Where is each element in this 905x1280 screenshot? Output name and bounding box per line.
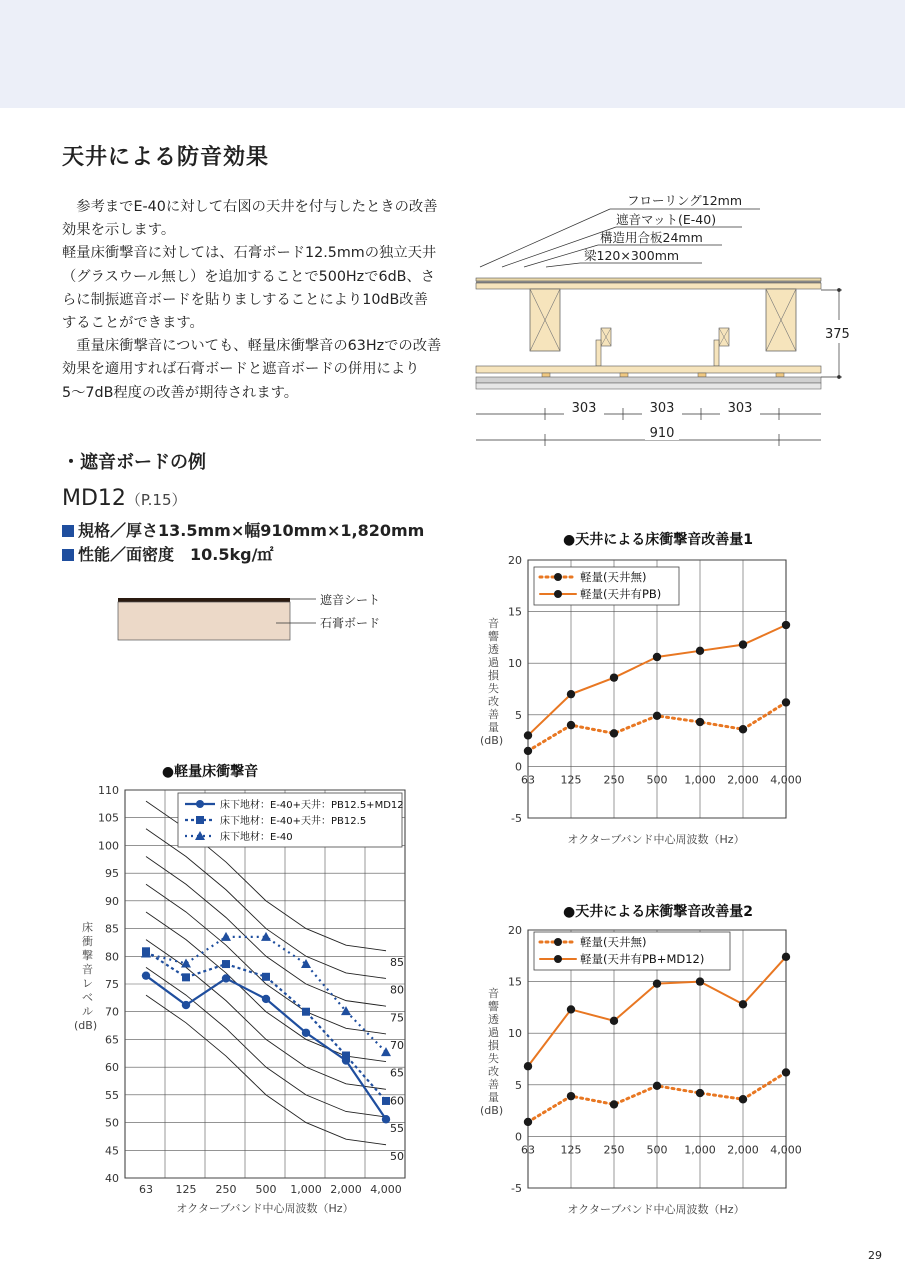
x-tick-label: 125	[560, 1143, 582, 1157]
y-axis-label: 音響透過損失改善量(dB)	[480, 987, 504, 1117]
data-point	[182, 1001, 190, 1009]
plywood-layer	[476, 283, 821, 289]
data-point	[739, 1095, 747, 1103]
chart-title: ●軽量床衝撃音	[161, 764, 259, 780]
spec-performance	[62, 542, 273, 565]
data-point	[739, 640, 747, 648]
x-tick-label: 1,000	[684, 1143, 716, 1157]
x-tick-label: 250	[603, 1143, 625, 1157]
y-tick-label: 5	[515, 1078, 522, 1092]
page-title: 天井による防音効果	[62, 145, 270, 170]
y-tick-label: 10	[508, 1027, 522, 1041]
x-tick-label: 125	[175, 1183, 197, 1196]
sound-board-layer	[476, 383, 821, 389]
legend-label: 軽量(天井有PB+MD12)	[580, 952, 705, 966]
legend-label: 軽量(天井無)	[580, 570, 647, 584]
y-tick-label: 0	[515, 1130, 522, 1144]
ceiling-joist-layer	[476, 366, 821, 373]
data-point	[782, 621, 790, 629]
y-tick-label: 80	[105, 950, 119, 964]
data-point	[782, 1068, 790, 1076]
y-tick-label: 10	[508, 657, 522, 671]
y-tick-label: 60	[105, 1061, 119, 1075]
reference-curve-label: 60	[390, 1094, 404, 1108]
chart-light-impact-sound	[60, 755, 420, 1225]
x-tick-label: 4,000	[770, 1143, 802, 1157]
board-cross-section	[110, 590, 410, 650]
data-point	[222, 960, 230, 968]
data-point	[182, 973, 190, 981]
beam-left	[530, 289, 560, 351]
ceiling-structure-diagram	[470, 195, 860, 450]
legend-marker	[554, 590, 562, 598]
data-point	[567, 1005, 575, 1013]
data-point	[382, 1115, 390, 1123]
legend-label: 床下地材：E-40	[220, 832, 293, 843]
data-point	[782, 698, 790, 706]
x-tick-label: 500	[646, 773, 668, 787]
span-2: 303	[649, 401, 675, 416]
reference-curve-label: 75	[390, 1011, 404, 1025]
structure-label-flooring: フローリング12mm	[627, 195, 743, 208]
y-tick-label: 90	[105, 894, 119, 908]
legend-marker	[554, 573, 562, 581]
structure-label-plywood: 構造用合板24mm	[600, 230, 703, 245]
chart-improvement-1	[478, 525, 808, 855]
chart-title: ●天井による床衝撃音改善量1	[563, 532, 753, 548]
data-point	[524, 1062, 532, 1070]
y-tick-label: 75	[105, 978, 119, 991]
data-point	[302, 1008, 310, 1016]
spec-size-text: 規格／厚さ13.5mm×幅910mm×1,820mm	[78, 521, 425, 540]
product-name	[62, 486, 187, 511]
x-tick-label: 4,000	[770, 773, 802, 787]
series-line	[146, 937, 386, 1052]
y-tick-label: 20	[508, 554, 522, 567]
data-point	[696, 977, 704, 985]
chart-legend	[534, 567, 679, 605]
span-1: 303	[571, 401, 597, 416]
y-tick-label: 105	[98, 811, 119, 825]
chart-improvement-2	[478, 895, 808, 1225]
layer-label-sheet: 遮音シート	[320, 593, 381, 607]
data-point	[739, 1000, 747, 1008]
chart-legend	[534, 932, 730, 970]
y-tick-label: 95	[105, 867, 119, 881]
chart-title: ●天井による床衝撃音改善量2	[563, 904, 753, 920]
legend-marker	[196, 816, 204, 824]
x-tick-label: 63	[521, 773, 535, 787]
data-point	[262, 995, 270, 1003]
x-tick-label: 1,000	[684, 773, 716, 787]
product-code: MD12	[62, 486, 126, 511]
spec-size	[62, 518, 424, 541]
bullet-square	[62, 525, 74, 537]
y-axis-label: 床衝撃音レベル(dB)	[74, 921, 98, 1032]
reference-curve-label: 50	[390, 1149, 404, 1163]
x-tick-label: 63	[521, 1143, 535, 1157]
reference-curve-label: 80	[390, 983, 404, 997]
beam-right	[766, 289, 796, 351]
x-tick-label: 250	[215, 1183, 237, 1196]
data-point	[301, 959, 311, 968]
span-3: 303	[727, 401, 753, 416]
data-point	[739, 725, 747, 733]
legend-marker	[554, 955, 562, 963]
y-axis-label: 音響透過損失改善量(dB)	[480, 617, 504, 747]
legend-label: 軽量(天井有PB)	[580, 587, 662, 601]
x-tick-label: 63	[139, 1183, 153, 1196]
y-tick-label: 110	[98, 784, 119, 797]
data-point	[567, 721, 575, 729]
legend-marker	[196, 800, 204, 808]
data-point	[524, 731, 532, 739]
legend-label: 床下地材：E-40+天井：PB12.5	[220, 816, 367, 827]
y-tick-label: -5	[511, 812, 522, 825]
y-tick-label: 15	[508, 975, 522, 989]
data-point	[653, 712, 661, 720]
intro-paragraph	[62, 196, 442, 405]
data-point	[262, 973, 270, 981]
data-point	[653, 979, 661, 987]
x-tick-label: 1,000	[290, 1183, 322, 1196]
data-point	[221, 932, 231, 941]
data-point	[567, 690, 575, 698]
legend-label: 軽量(天井無)	[580, 935, 647, 949]
section-heading: ・遮音ボードの例	[62, 452, 206, 473]
data-point	[524, 1118, 532, 1126]
layer-label-gypsum: 石膏ボード	[320, 616, 381, 630]
legend-marker	[554, 938, 562, 946]
bullet-square	[62, 549, 74, 561]
x-tick-label: 250	[603, 773, 625, 787]
y-tick-label: 70	[105, 1005, 119, 1019]
data-point	[610, 673, 618, 681]
x-tick-label: 2,000	[727, 773, 759, 787]
product-page-ref: （P.15）	[125, 491, 187, 509]
y-tick-label: -5	[511, 1182, 522, 1195]
y-tick-label: 50	[105, 1116, 119, 1130]
data-point	[610, 729, 618, 737]
data-point	[610, 1100, 618, 1108]
data-point	[261, 932, 271, 941]
data-point	[782, 953, 790, 961]
y-tick-label: 55	[105, 1088, 119, 1102]
data-point	[382, 1097, 390, 1105]
reference-curve-label: 85	[390, 955, 404, 969]
y-tick-label: 40	[105, 1172, 119, 1185]
y-tick-label: 45	[105, 1144, 119, 1158]
x-tick-label: 125	[560, 773, 582, 787]
data-point	[696, 1089, 704, 1097]
data-point	[653, 1082, 661, 1090]
spec-performance-text: 性能／面密度 10.5kg/㎡	[78, 545, 274, 564]
header-band	[0, 0, 905, 108]
paragraph-line-1: 参考までE-40に対して右図の天井を付与したときの改善効果を示します。	[62, 199, 438, 239]
x-tick-label: 4,000	[370, 1183, 402, 1196]
data-point	[302, 1029, 310, 1037]
y-tick-label: 5	[515, 708, 522, 722]
data-point	[696, 647, 704, 655]
data-point	[610, 1017, 618, 1025]
flooring-layer	[476, 278, 821, 281]
ceiling-hanger-left	[596, 328, 611, 366]
reference-curve-label: 70	[390, 1038, 404, 1052]
x-axis-label: オクターブバンド中心周波数（Hz）	[567, 833, 745, 846]
x-tick-label: 2,000	[330, 1183, 362, 1196]
x-axis-label: オクターブバンド中心周波数（Hz）	[567, 1203, 745, 1216]
x-axis-label: オクターブバンド中心周波数（Hz）	[176, 1202, 354, 1215]
y-tick-label: 65	[105, 1033, 119, 1047]
legend-label: 床下地材：E-40+天井：PB12.5+MD12	[220, 800, 404, 811]
chart-legend	[178, 793, 404, 847]
structure-label-mat: 遮音マット(E-40)	[616, 212, 717, 227]
dimension-height: 375	[825, 327, 850, 342]
data-point	[653, 653, 661, 661]
paragraph-line-2: 軽量床衝撃音に対しては、石膏ボード12.5mmの独立天井（グラスウール無し）を追加することで500Hzで6dB、さらに制振遮音ボードを貼りましすることにより10dB改善することができます。	[62, 245, 437, 332]
reference-curve-label: 55	[390, 1122, 404, 1136]
data-point	[567, 1092, 575, 1100]
ceiling-hanger-right	[714, 328, 729, 366]
data-point	[222, 974, 230, 982]
x-tick-label: 500	[646, 1143, 668, 1157]
y-tick-label: 20	[508, 924, 522, 937]
data-point	[342, 1052, 350, 1060]
y-tick-label: 15	[508, 605, 522, 619]
data-point	[524, 747, 532, 755]
paragraph-line-3: 重量床衝撃音についても、軽量床衝撃音の63Hzでの改善効果を適用すれば石膏ボードと遮音ボードの併用により5〜7dB程度の改善が期待されます。	[62, 338, 442, 401]
y-tick-label: 85	[105, 922, 119, 936]
x-tick-label: 2,000	[727, 1143, 759, 1157]
page-number: 29	[868, 1249, 882, 1262]
data-point	[142, 971, 150, 979]
x-tick-label: 500	[255, 1183, 277, 1196]
data-point	[696, 718, 704, 726]
reference-curve-label: 65	[390, 1066, 404, 1080]
span-total: 910	[649, 426, 675, 441]
y-tick-label: 0	[515, 760, 522, 774]
structure-label-beam: 梁120×300mm	[584, 248, 680, 263]
gypsum-board-layer	[476, 377, 821, 383]
y-tick-label: 100	[98, 839, 119, 853]
